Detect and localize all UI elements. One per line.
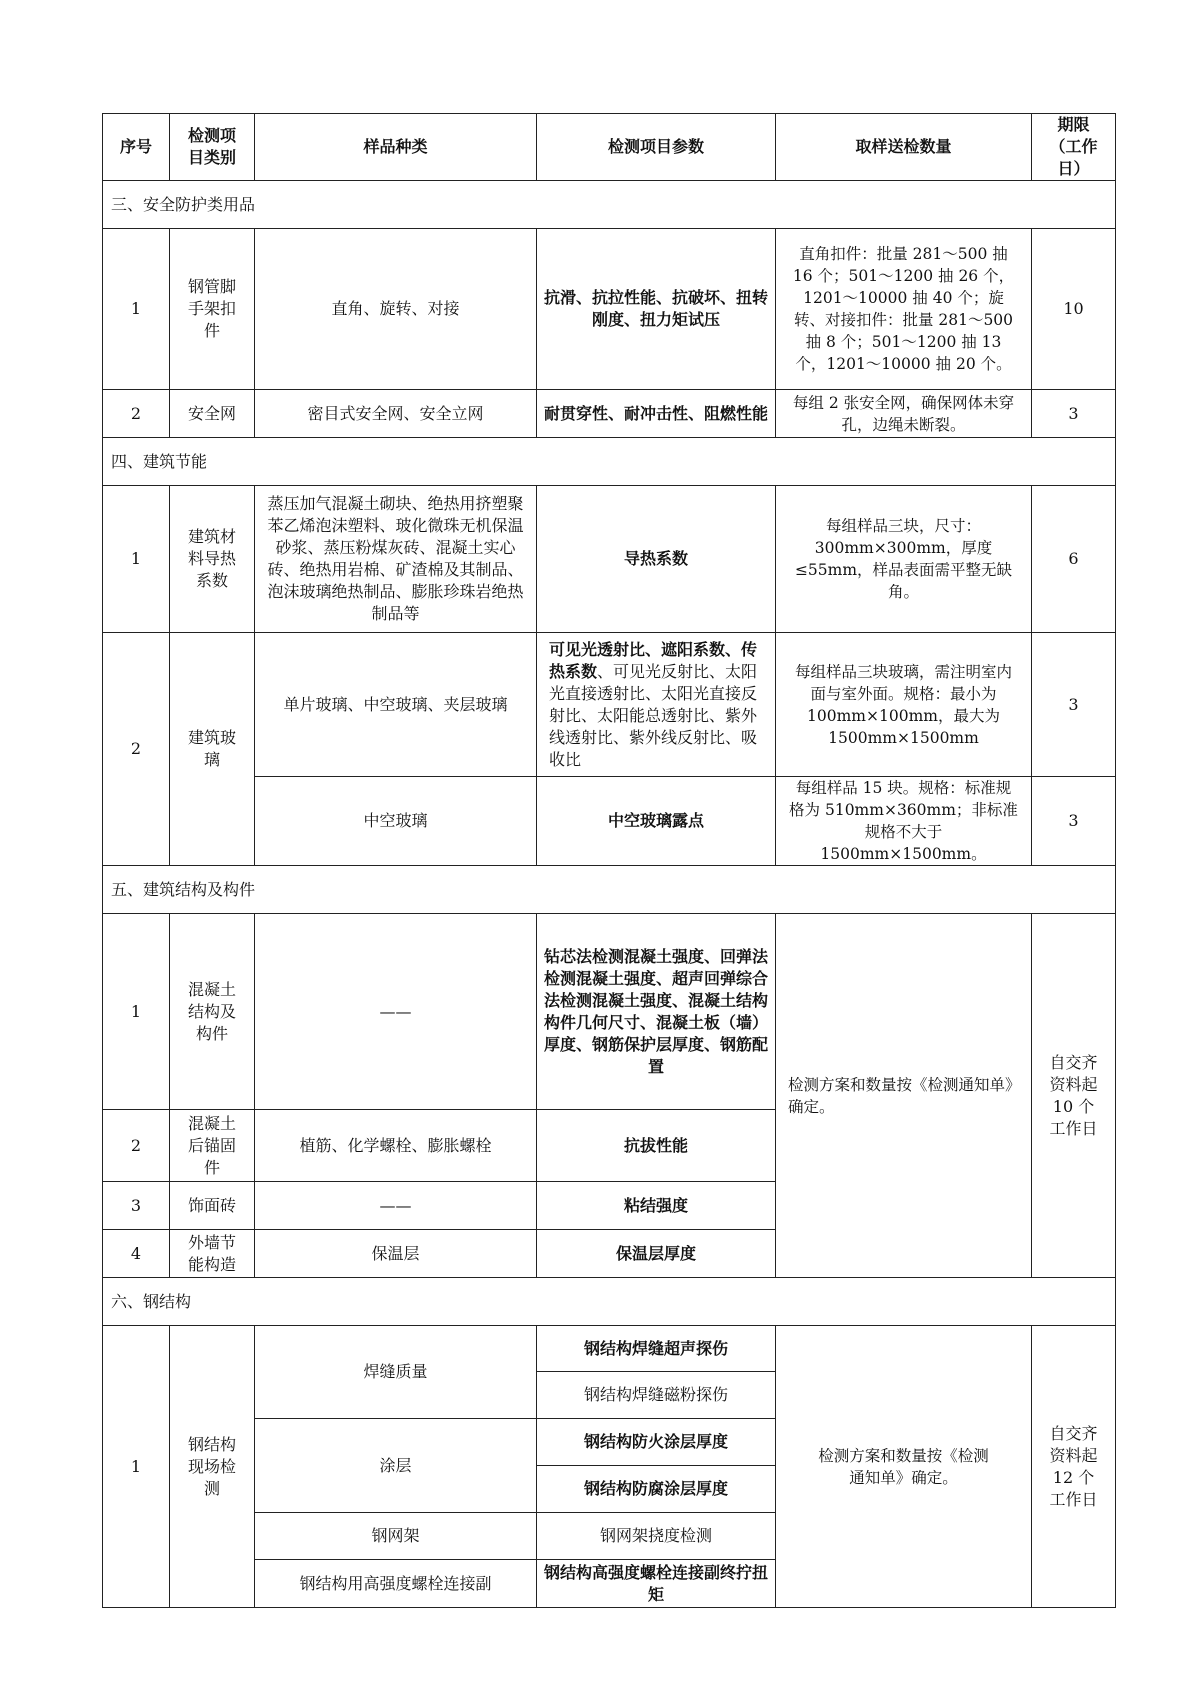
seq-cell: 2: [103, 390, 170, 438]
quantity-cell: 每组样品三块，尺寸：300mm×300mm，厚度≤55mm，样品表面需平整无缺角。: [776, 486, 1032, 633]
sample-cell: 涂层: [255, 1419, 537, 1513]
period-cell: 3: [1032, 390, 1116, 438]
sample-cell: ——: [255, 1182, 537, 1230]
params-cell: 粘结强度: [537, 1182, 776, 1230]
table-row: [103, 914, 1116, 1110]
seq-cell: 1: [103, 914, 170, 1110]
header-row: [103, 114, 1116, 181]
col-header-seq: 序号: [103, 114, 170, 181]
sample-cell: 焊缝质量: [255, 1326, 537, 1419]
section-title: 四、建筑节能: [103, 438, 1116, 486]
category-cell: 外墙节能构造: [170, 1230, 255, 1278]
sample-cell: 植筋、化学螺栓、膨胀螺栓: [255, 1110, 537, 1182]
sample-cell: 蒸压加气混凝土砌块、绝热用挤塑聚苯乙烯泡沫塑料、玻化微珠无机保温砂浆、蒸压粉煤灰砖、混凝土实心砖、绝热用岩棉、矿渣棉及其制品、泡沫玻璃绝热制品、膨胀珍珠岩绝热制品等: [255, 486, 537, 633]
seq-cell: 2: [103, 633, 170, 866]
params-normal-part: 、可见光反射比、太阳光直接透射比、太阳光直接反射比、太阳能总透射比、紫外线透射比、紫外线反射比、吸收比: [549, 661, 758, 769]
category-cell: 钢结构现场检测: [170, 1326, 255, 1608]
seq-cell: 1: [103, 229, 170, 390]
sample-cell: 单片玻璃、中空玻璃、夹层玻璃: [255, 633, 537, 777]
params-cell: 抗滑、抗拉性能、抗破坏、扭转刚度、扭力矩试压: [537, 229, 776, 390]
table-row: [103, 777, 1116, 866]
category-cell: 建筑材料导热系数: [170, 486, 255, 633]
col-header-params: 检测项目参数: [537, 114, 776, 181]
category-cell: 混凝土后锚固件: [170, 1110, 255, 1182]
col-header-category: 检测项目类别: [170, 114, 255, 181]
params-cell: 钢结构焊缝超声探伤: [537, 1326, 776, 1372]
table-row: [103, 390, 1116, 438]
params-cell: 钢结构防腐涂层厚度: [537, 1466, 776, 1513]
col-header-period: 期限（工作日）: [1032, 114, 1116, 181]
params-cell: 导热系数: [537, 486, 776, 633]
category-cell: 饰面砖: [170, 1182, 255, 1230]
params-cell: 钢结构高强度螺栓连接副终拧扭矩: [537, 1560, 776, 1608]
seq-cell: 1: [103, 1326, 170, 1608]
params-cell: [537, 633, 776, 777]
params-cell: 钢网架挠度检测: [537, 1513, 776, 1560]
quantity-cell: 每组 2 张安全网，确保网体未穿孔，边绳未断裂。: [776, 390, 1032, 438]
period-cell: 10: [1032, 229, 1116, 390]
params-cell: 保温层厚度: [537, 1230, 776, 1278]
params-cell: 中空玻璃露点: [537, 777, 776, 866]
quantity-cell: 检测方案和数量按《检测通知单》确定。: [776, 1326, 1032, 1608]
sample-cell: ——: [255, 914, 537, 1110]
sample-cell: 密目式安全网、安全立网: [255, 390, 537, 438]
category-cell: 安全网: [170, 390, 255, 438]
category-cell: 钢管脚手架扣件: [170, 229, 255, 390]
sample-cell: 保温层: [255, 1230, 537, 1278]
params-cell: 抗拔性能: [537, 1110, 776, 1182]
quantity-cell: 直角扣件：批量 281～500 抽 16 个；501～1200 抽 26 个，1201～10000 抽 40 个；旋转、对接扣件：批量 281～500 抽 8 个；501～1200 抽 13 个，1201～10000 抽 20 个。: [776, 229, 1032, 390]
seq-cell: 3: [103, 1182, 170, 1230]
category-cell: 混凝土结构及构件: [170, 914, 255, 1110]
params-bold-part: 可见光透射比、遮阳系数、传热系数: [549, 639, 758, 681]
col-header-quantity: 取样送检数量: [776, 114, 1032, 181]
seq-cell: 2: [103, 1110, 170, 1182]
params-cell: 耐贯穿性、耐冲击性、阻燃性能: [537, 390, 776, 438]
table-row: [103, 1326, 1116, 1372]
table-row: [103, 486, 1116, 633]
params-cell: 钢结构防火涂层厚度: [537, 1419, 776, 1466]
section-title: 五、建筑结构及构件: [103, 866, 1116, 914]
period-cell: 3: [1032, 777, 1116, 866]
seq-cell: 4: [103, 1230, 170, 1278]
params-cell: 钻芯法检测混凝土强度、回弹法检测混凝土强度、超声回弹综合法检测混凝土强度、混凝土结构构件几何尺寸、混凝土板（墙）厚度、钢筋保护层厚度、钢筋配置: [537, 914, 776, 1110]
sample-cell: 直角、旋转、对接: [255, 229, 537, 390]
sample-cell: 钢网架: [255, 1513, 537, 1560]
params-cell: 钢结构焊缝磁粉探伤: [537, 1372, 776, 1419]
quantity-cell: 每组样品 15 块。规格：标准规格为 510mm×360mm；非标准规格不大于 1500mm×1500mm。: [776, 777, 1032, 866]
period-cell: 6: [1032, 486, 1116, 633]
quantity-cell: 检测方案和数量按《检测通知单》确定。: [776, 914, 1032, 1278]
period-cell: 自交齐资料起 10 个工作日: [1032, 914, 1116, 1278]
section-title: 三、安全防护类用品: [103, 181, 1116, 229]
quantity-cell: 每组样品三块玻璃，需注明室内面与室外面。规格：最小为100mm×100mm，最大为 1500mm×1500mm: [776, 633, 1032, 777]
sample-cell: 中空玻璃: [255, 777, 537, 866]
table-row: [103, 633, 1116, 777]
table-row: [103, 229, 1116, 390]
seq-cell: 1: [103, 486, 170, 633]
section-title: 六、钢结构: [103, 1278, 1116, 1326]
period-cell: 3: [1032, 633, 1116, 777]
col-header-sample: 样品种类: [255, 114, 537, 181]
sample-cell: 钢结构用高强度螺栓连接副: [255, 1560, 537, 1608]
period-cell: 自交齐资料起 12 个工作日: [1032, 1326, 1116, 1608]
inspection-table: [102, 113, 1116, 1608]
category-cell: 建筑玻璃: [170, 633, 255, 866]
